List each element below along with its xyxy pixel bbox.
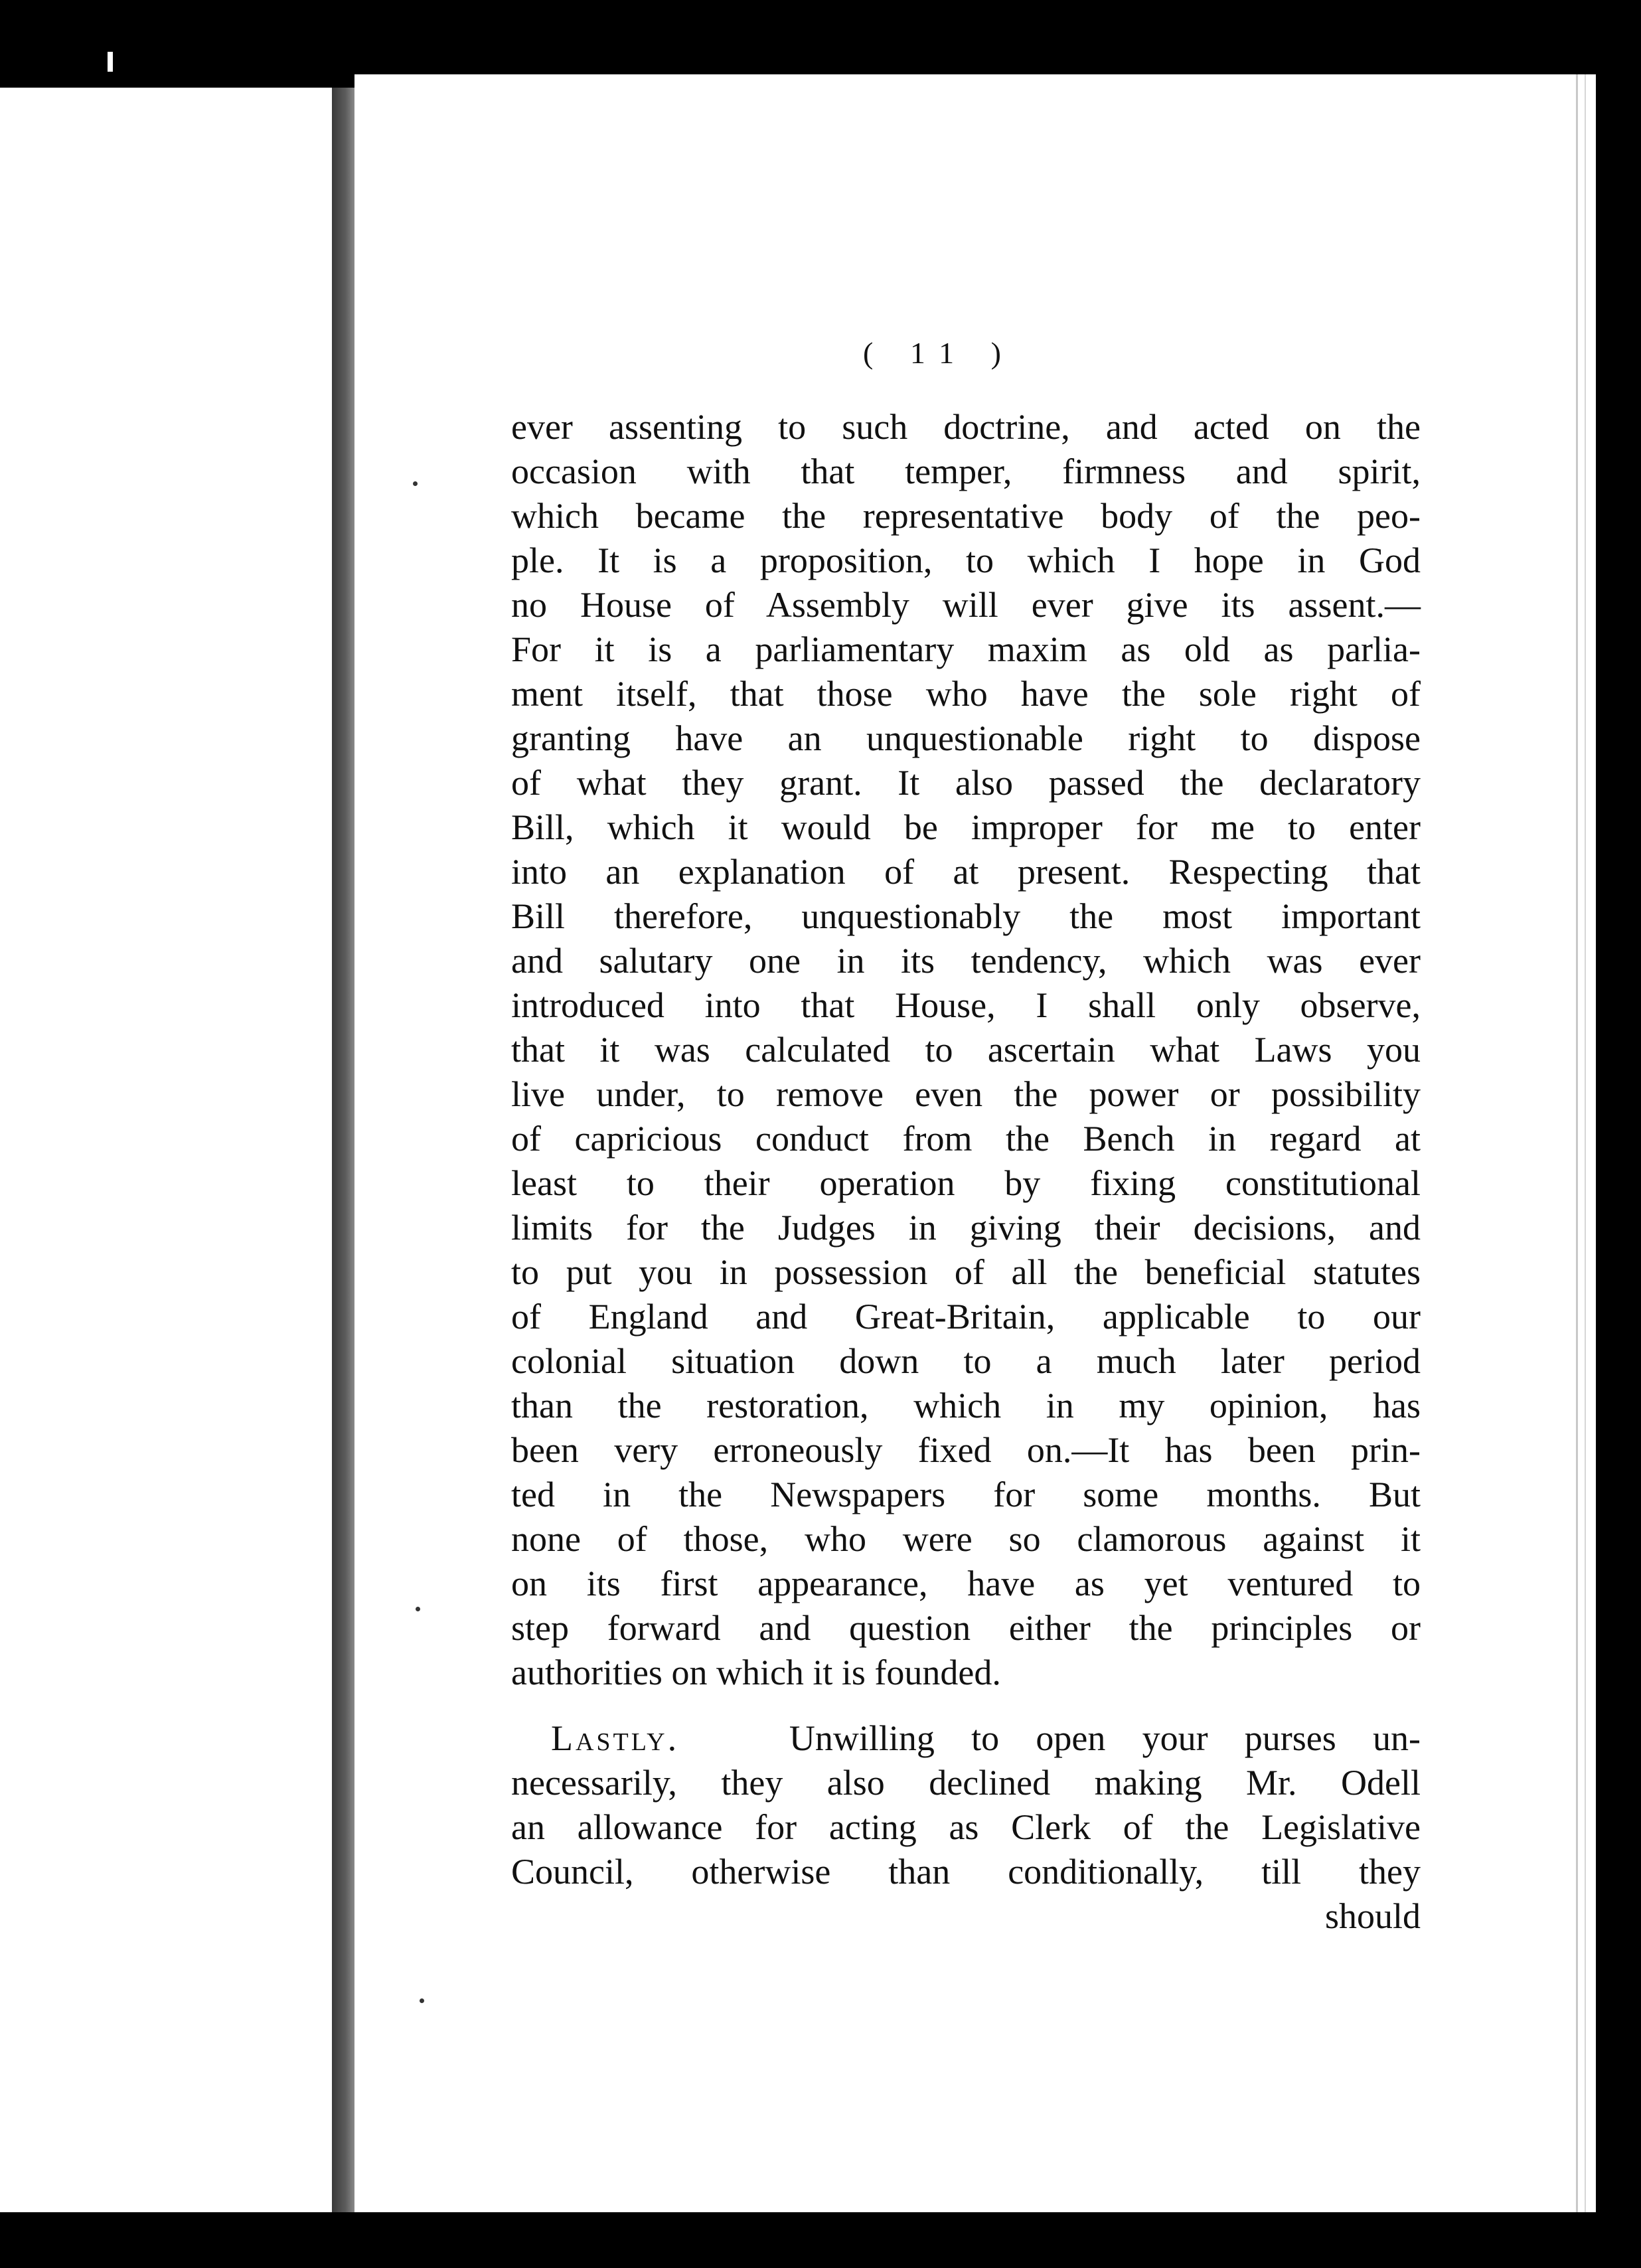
- text-line: which became the representative body of the peo-: [511, 496, 1421, 536]
- text-line: an allowance for acting as Clerk of the Legislative: [511, 1807, 1421, 1847]
- text-span: Unwilling to open your purses un-: [789, 1718, 1421, 1758]
- scan-edge-mark: [108, 52, 113, 72]
- text-line: than the restoration, which in my opinion, has: [511, 1386, 1421, 1425]
- text-line: no House of Assembly will ever give its assent.—: [511, 585, 1421, 625]
- text-line: none of those, who were so clamorous against it: [511, 1519, 1421, 1559]
- text-line: occasion with that temper, firmness and spirit,: [511, 451, 1421, 491]
- ink-speck: [416, 1607, 420, 1611]
- paragraph-lead: Lastly.: [551, 1718, 680, 1758]
- page-edge: [1576, 74, 1596, 2212]
- text-line: live under, to remove even the power or possibility: [511, 1074, 1421, 1114]
- book-gutter: [332, 88, 354, 2212]
- text-line: to put you in possession of all the beneficial statutes: [511, 1252, 1421, 1292]
- text-line: step forward and question either the principles or: [511, 1608, 1421, 1648]
- paragraph-gap: [511, 1695, 1421, 1716]
- text-line: authorities on which it is founded.: [511, 1653, 1001, 1692]
- body-text: [511, 405, 1421, 1939]
- text-line: introduced into that House, I shall only observe,: [511, 985, 1421, 1025]
- text-line: limits for the Judges in giving their decisions, and: [511, 1208, 1421, 1248]
- text-line: and salutary one in its tendency, which was ever: [511, 941, 1421, 981]
- paragraph-2: [511, 1716, 1421, 1939]
- text-line: granting have an unquestionable right to dispose: [511, 718, 1421, 758]
- page-number: ( 11 ): [863, 336, 1016, 370]
- text-line: For it is a parliamentary maxim as old as parlia-: [511, 629, 1421, 669]
- text-line: ted in the Newspapers for some months. But: [511, 1475, 1421, 1514]
- ink-speck: [413, 481, 418, 486]
- text-line: of capricious conduct from the Bench in regard at: [511, 1119, 1421, 1159]
- text-line: Bill, which it would be improper for me to enter: [511, 807, 1421, 847]
- text-line: ment itself, that those who have the sole right of: [511, 674, 1421, 714]
- text-line: been very erroneously fixed on.—It has been prin-: [511, 1430, 1421, 1470]
- text-line: colonial situation down to a much later period: [511, 1341, 1421, 1381]
- text-line: Council, otherwise than conditionally, till they: [511, 1852, 1421, 1892]
- paragraph-1: [511, 405, 1421, 1695]
- text-line: on its first appearance, have as yet ventured to: [511, 1564, 1421, 1603]
- ink-speck: [420, 1998, 424, 2003]
- catchword: should: [1324, 1896, 1421, 1936]
- text-line: necessarily, they also declined making Mr. Odell: [511, 1763, 1421, 1803]
- text-line: [511, 1716, 1421, 1761]
- text-line: of England and Great-Britain, applicable to our: [511, 1297, 1421, 1336]
- text-line: that it was calculated to ascertain what Laws you: [511, 1030, 1421, 1070]
- text-line: of what they grant. It also passed the declaratory: [511, 763, 1421, 803]
- text-line: Bill therefore, unquestionably the most important: [511, 896, 1421, 936]
- left-page-blank: [0, 88, 332, 2212]
- text-line: least to their operation by fixing constitutional: [511, 1163, 1421, 1203]
- text-line: ple. It is a proposition, to which I hope in God: [511, 540, 1421, 580]
- text-line: into an explanation of at present. Respecting that: [511, 852, 1421, 892]
- text-line: ever assenting to such doctrine, and acted on the: [511, 407, 1421, 447]
